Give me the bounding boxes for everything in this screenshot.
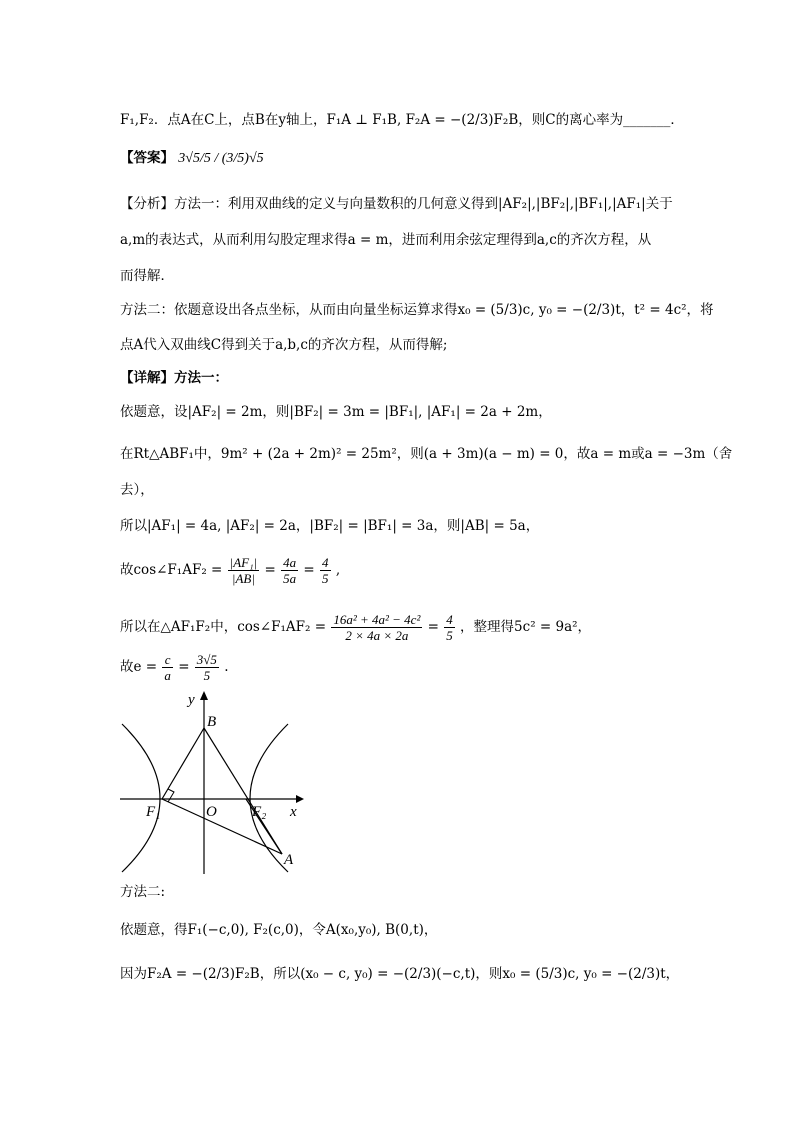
- segment-f1-b: [162, 728, 204, 799]
- label-x: x: [290, 804, 297, 820]
- detail-heading: 【详解】方法一：: [120, 370, 228, 386]
- method2-line-1: 方法二：依题意设出各点坐标，从而由向量坐标运算求得x₀ = (5/3)c, y₀ = −(2/3)t，t² = 4c²，将: [120, 302, 714, 318]
- equals: =: [427, 619, 439, 635]
- d6-suffix: ，整理得5c² = 9a²，: [460, 619, 592, 635]
- line-problem: F₁,F₂．点A在C上，点B在y轴上，F₁A ⊥ F₁B, F₂A = −(2/3)F₂B，则C的离心率为_______．: [120, 112, 684, 128]
- method2-line-2: 点A代入双曲线C得到关于a,b,c的齐次方程，从而得解;: [120, 337, 448, 353]
- frac-num: c: [162, 652, 173, 668]
- label-y: y: [188, 692, 195, 708]
- frac-num: 4: [446, 612, 453, 627]
- fraction-cosine: [331, 612, 422, 643]
- d7-prefix: 故e =: [120, 659, 158, 675]
- analysis-line-1: 【分析】方法一：利用双曲线的定义与向量数积的几何意义得到|AF₂|,|BF₂|,|BF₁|,|AF₁|关于: [120, 196, 673, 212]
- fraction-af1-ab: [228, 555, 260, 586]
- frac-num: 4: [322, 555, 329, 570]
- y-axis-arrow: [200, 691, 208, 700]
- detail-line-2: 在Rt△ABF₁中，9m² + (2a + 2m)² = 25m²，则(a + 3m)(a − m) = 0，故a = m或a = −3m（舍: [120, 446, 733, 462]
- d5-suffix: ,: [335, 562, 341, 578]
- d7-suffix: .: [224, 659, 229, 675]
- label-a: A: [284, 852, 294, 868]
- x-axis-arrow: [296, 795, 304, 803]
- method2-title: 方法二:: [120, 884, 166, 900]
- label-b: B: [207, 714, 217, 730]
- left-hyperbola-branch: [122, 724, 160, 872]
- method2-detail-2: 因为F₂A = −(2/3)F₂B，所以(x₀ − c, y₀) = −(2/3)(−c,t)，则x₀ = (5/3)c, y₀ = −(2/3)t，: [120, 966, 680, 982]
- detail-line-4: 所以|AF₁| = 4a, |AF₂| = 2a，|BF₂| = |BF₁| = 3a，则|AB| = 5a，: [120, 518, 540, 534]
- fraction-4-5: [320, 555, 331, 586]
- frac-den: 5: [446, 628, 453, 643]
- answer-label: 【答案】: [120, 150, 174, 166]
- d5-prefix: 故cos∠F₁AF₂ =: [120, 562, 223, 578]
- frac-den: 5: [203, 668, 211, 683]
- detail-line-7: 故e = $\frac{c}{a}$ = $\frac{3√5}{5}$ .: [120, 652, 229, 683]
- label-f2: F₂: [252, 804, 267, 820]
- detail-line-1: 依题意，设|AF₂| = 2m，则|BF₂| = 3m = |BF₁|, |AF₁| = 2a + 2m，: [120, 404, 552, 420]
- answer-line: [120, 146, 674, 167]
- frac-den: |AB|: [231, 571, 255, 586]
- fraction-3sqrt5-5: [195, 652, 219, 683]
- equals: =: [303, 562, 315, 578]
- fraction-c-a: [162, 652, 173, 683]
- frac-den: 5a: [283, 571, 297, 586]
- frac-num: 3√5: [196, 652, 217, 667]
- right-hyperbola-branch: [250, 724, 288, 872]
- fraction-4-5: [444, 612, 455, 643]
- analysis-line-2: a,m的表达式，从而利用勾股定理求得a = m，进而利用余弦定理得到a,c的齐次方程，从: [120, 232, 652, 248]
- detail-line-6: [120, 612, 674, 643]
- frac-num: 16a² + 4a² − 4c²: [333, 612, 421, 627]
- frac-num: 4a: [283, 555, 297, 570]
- method2-detail-1: 依题意，得F₁(−c,0), F₂(c,0)，令A(x₀,y₀), B(0,t)，: [120, 922, 438, 938]
- right-angle-mark: [168, 789, 174, 802]
- detail-line-3: 去），: [120, 482, 154, 498]
- frac-den: a: [164, 668, 171, 683]
- label-o: O: [206, 804, 217, 820]
- frac-den: 5: [322, 571, 329, 586]
- equals: =: [264, 562, 276, 578]
- label-f1: F₁: [146, 804, 161, 820]
- hyperbola-figure: [118, 688, 308, 878]
- d6-prefix: 所以在△AF₁F₂中，cos∠F₁AF₂ =: [120, 619, 327, 635]
- frac-num: |AF₁|: [229, 555, 258, 570]
- answer-value: 3√5/5 / (3/5)√5: [178, 151, 264, 166]
- detail-line-5: [120, 555, 674, 586]
- analysis-line-3: 而得解．: [120, 268, 174, 284]
- frac-den: 2 × 4a × 2a: [345, 628, 409, 643]
- fraction-4a-5a: [281, 555, 298, 586]
